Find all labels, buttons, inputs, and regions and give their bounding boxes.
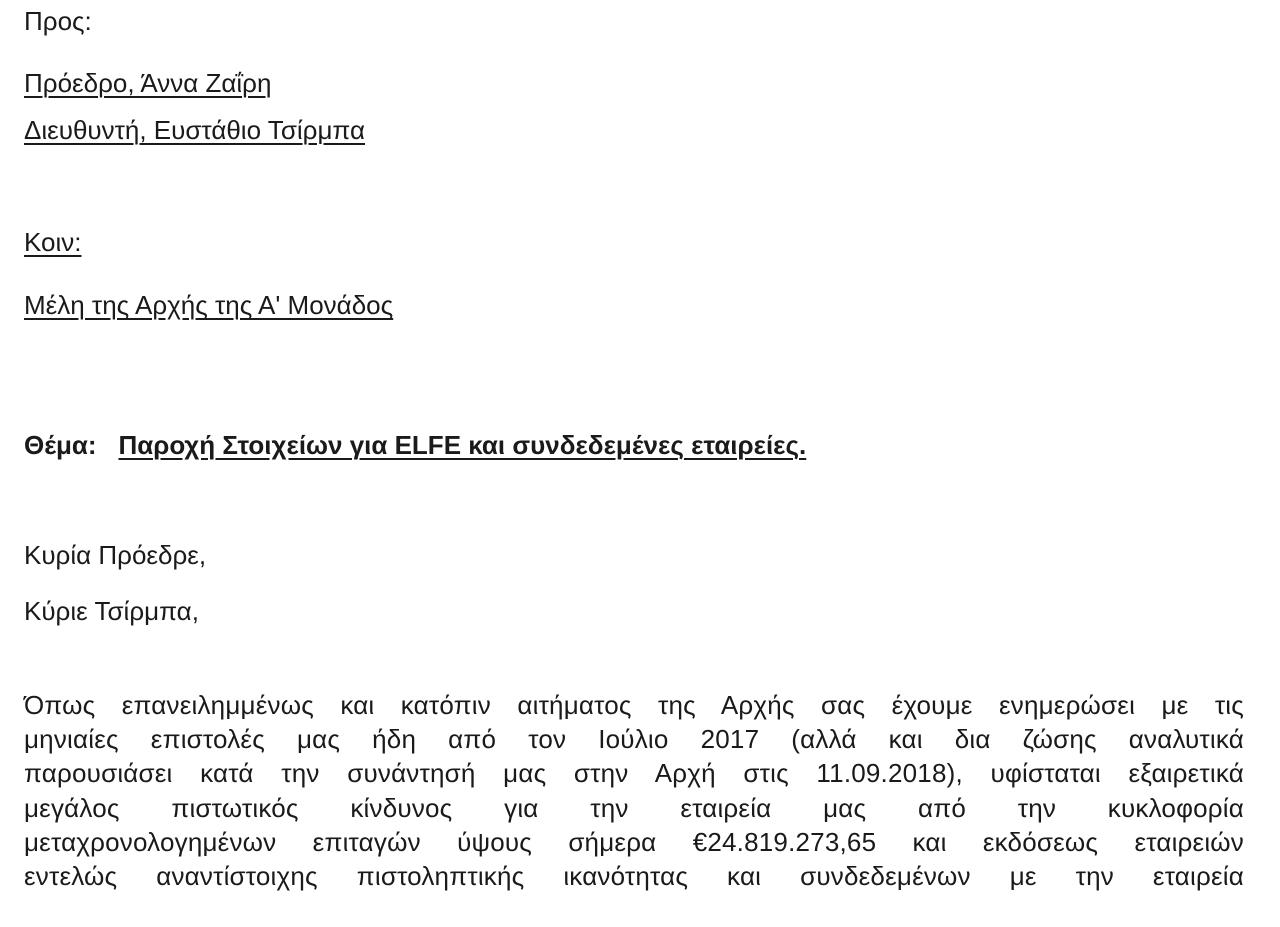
cc-recipient: Μέλη της Αρχής της Α' Μονάδος xyxy=(24,290,394,320)
cc-label: Κοιν: xyxy=(24,227,82,257)
body-line: Όπως επανειλημμένως και κατόπιν αιτήματος της Αρχής σας έχουμε ενημερώσει με τις xyxy=(24,690,1244,720)
body-line: μηνιαίες επιστολές μας ήδη από τον Ιούλιο 2017 (αλλά και δια ζώσης αναλυτικά xyxy=(24,724,1244,755)
subject-label: Θέμα: xyxy=(24,430,97,460)
body-line: μεγάλος πιστωτικός κίνδυνος για την εταιρεία μας από την κυκλοφορία xyxy=(24,792,1244,823)
recipient-director: Διευθυντή, Ευστάθιο Τσίρμπα xyxy=(24,115,366,145)
recipient-president: Πρόεδρο, Άννα Ζαΐρη xyxy=(24,68,272,98)
to-label: Προς: xyxy=(24,6,92,36)
body-paragraph xyxy=(24,688,1244,893)
subject-line xyxy=(24,430,806,460)
salutation-director: Κύριε Τσίρμπα, xyxy=(24,596,199,626)
subject-text: Παροχή Στοιχείων για ELFE και συνδεδεμένες εταιρείες. xyxy=(118,430,807,460)
salutation-president: Κυρία Πρόεδρε, xyxy=(24,540,207,570)
body-line: εντελώς αναντίστοιχης πιστοληπτικής ικανότητας και συνδεδεμένων με την εταιρεία xyxy=(24,861,1244,892)
body-line: μεταχρονολογημένων επιταγών ύψους σήμερα €24.819.273,65 και εκδόσεως εταιρειών xyxy=(24,826,1244,857)
body-line: παρουσιάσει κατά την συνάντησή μας στην Αρχή στις 11.09.2018), υφίσταται εξαιρετικά xyxy=(24,758,1244,789)
